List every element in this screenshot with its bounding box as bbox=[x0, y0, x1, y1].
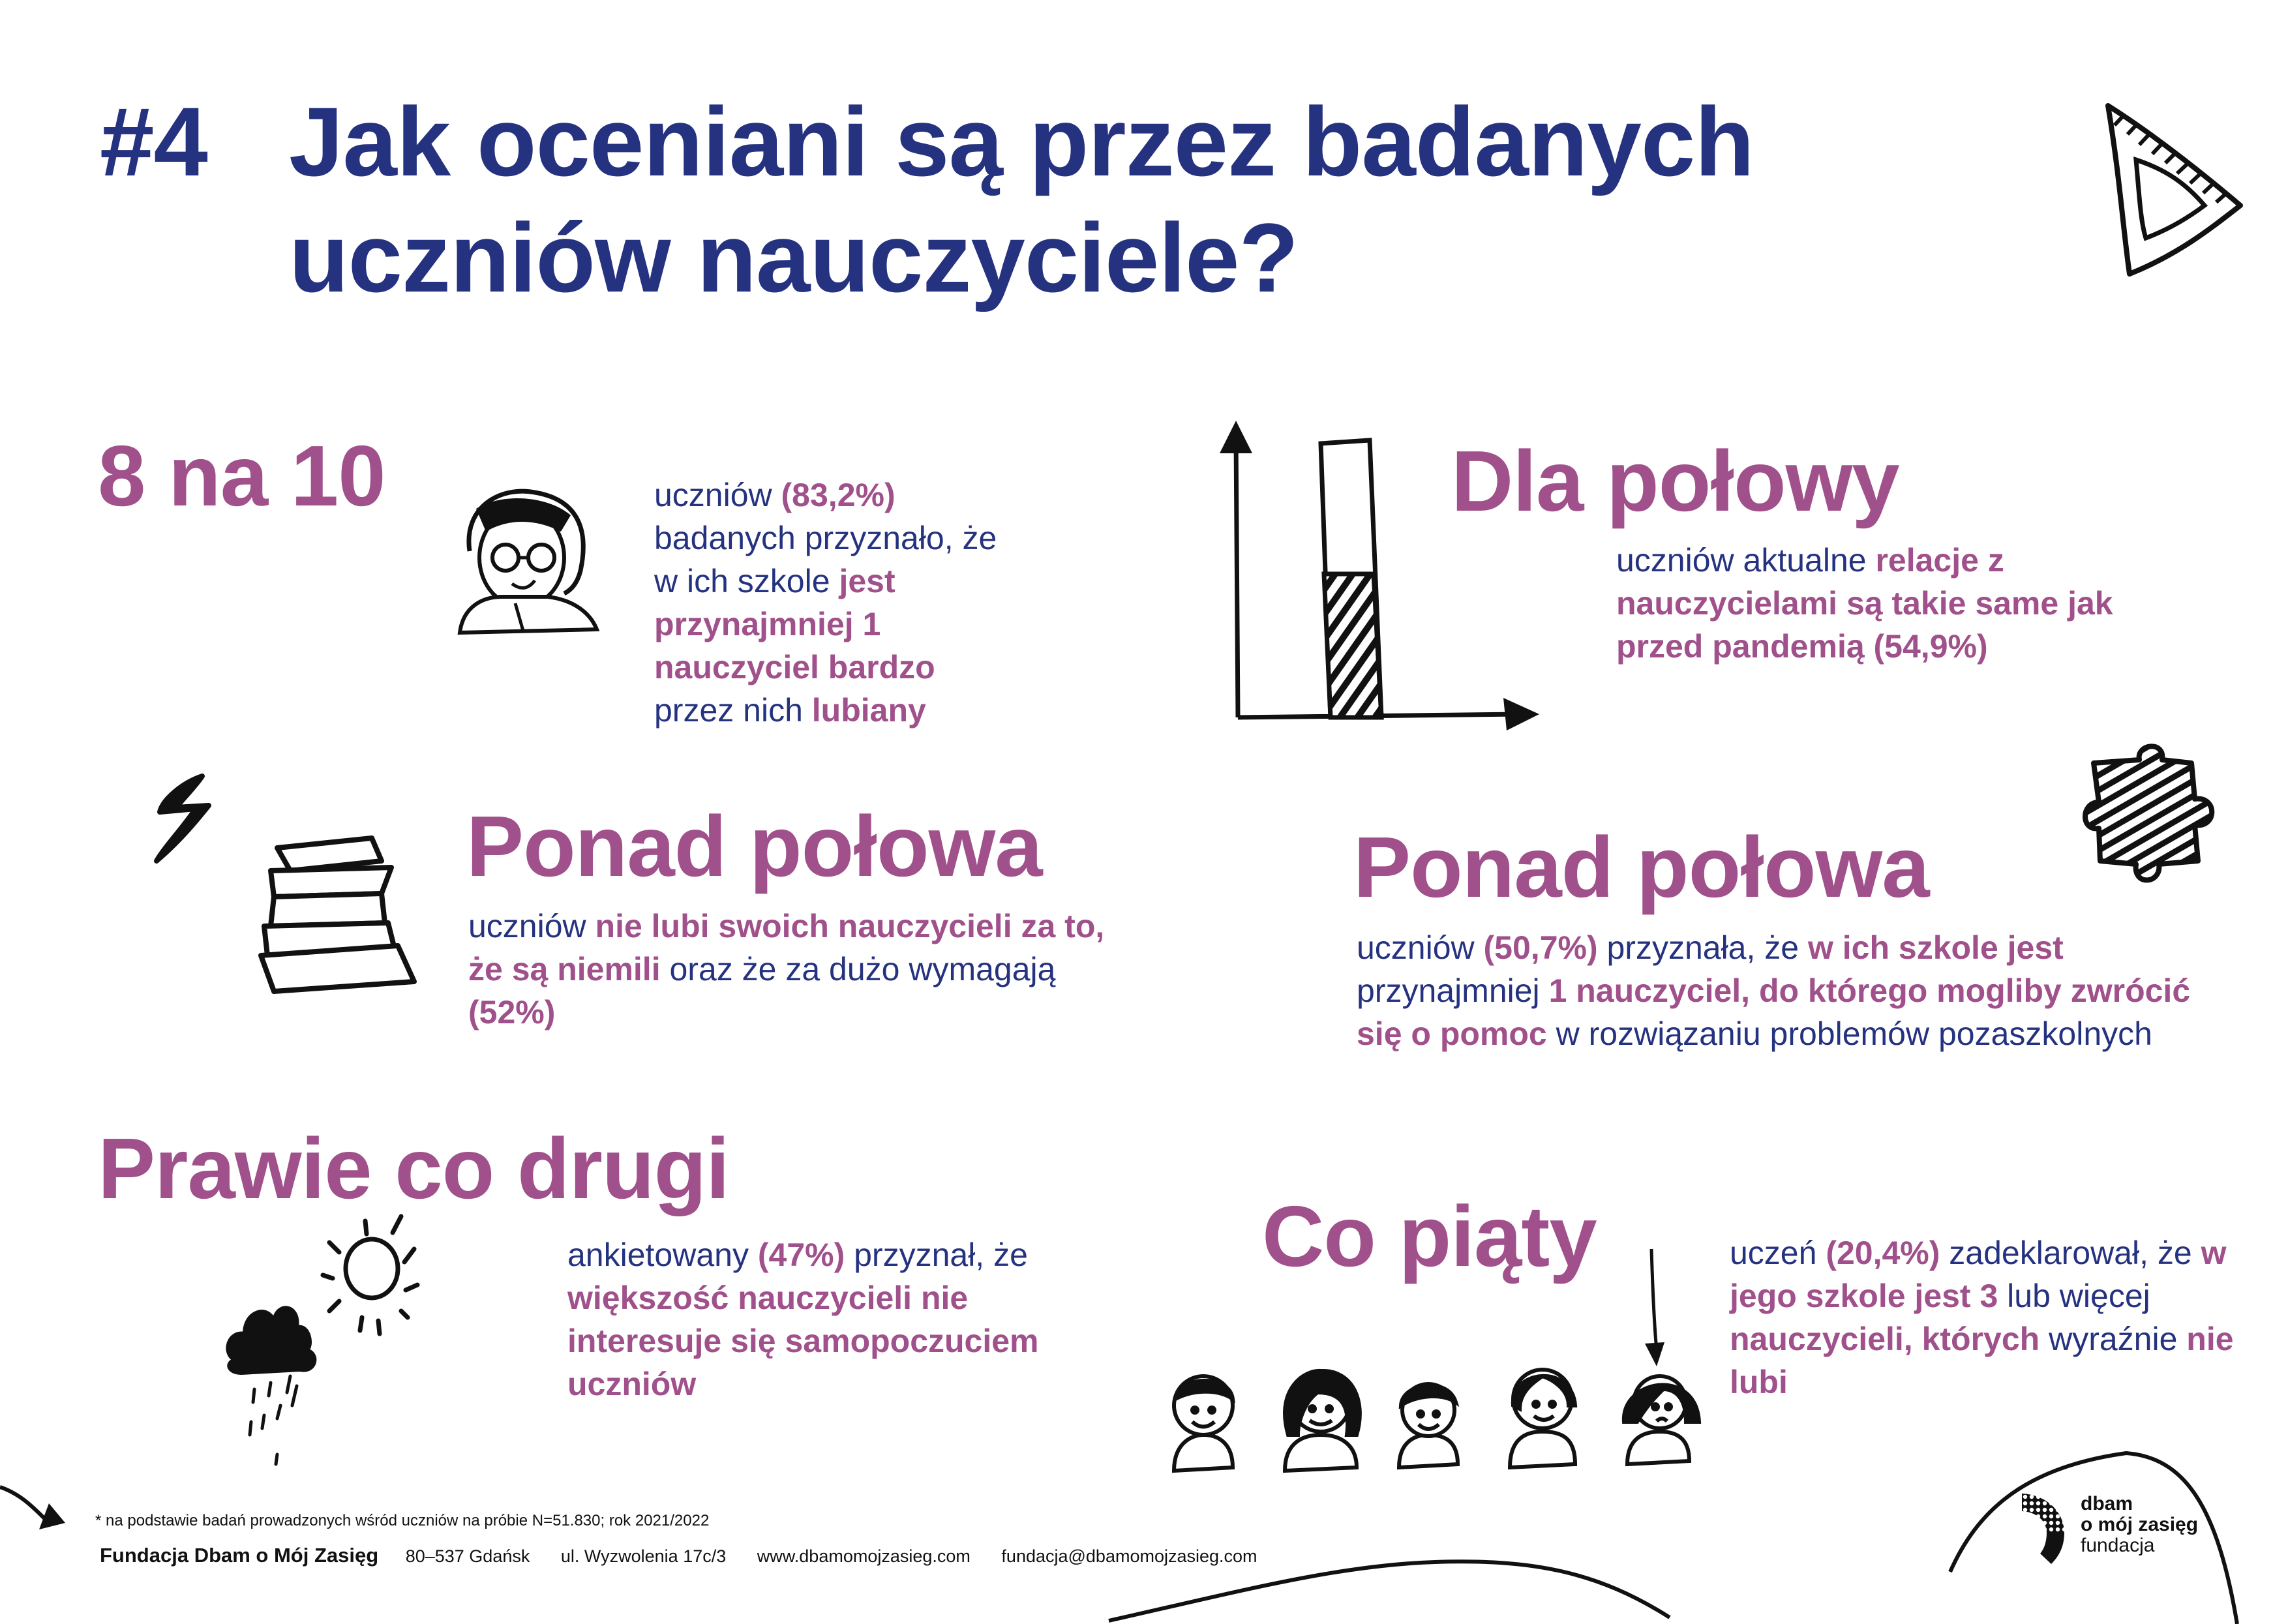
puzzle-piece-icon bbox=[2081, 737, 2224, 894]
fact-2-headline: Dla połowy bbox=[1451, 433, 1899, 529]
fact-2-description: uczniów aktualne relacje z nauczycielami są takie same jak przed pandemią (54,9%) bbox=[1616, 542, 2113, 665]
logo-line-2: o mój zasięg bbox=[2081, 1514, 2199, 1535]
teacher-with-glasses-icon bbox=[450, 479, 607, 636]
title-line-2: uczniów nauczyciele? bbox=[289, 203, 1299, 312]
cloud-and-sun-icon bbox=[215, 1213, 502, 1474]
arrow-down-icon bbox=[1637, 1246, 1676, 1370]
fact-3-headline: Ponad połowa bbox=[466, 798, 1042, 894]
title-line-1: Jak oceniani są przez badanych bbox=[289, 87, 1754, 196]
footer-postal: 80–537 Gdańsk bbox=[405, 1546, 530, 1566]
footer-street: ul. Wyzwolenia 17c/3 bbox=[560, 1546, 727, 1566]
logo bbox=[2022, 1494, 2231, 1572]
fact-1-headline: 8 na 10 bbox=[98, 428, 385, 524]
fact-1-description: uczniów (83,2%) badanych przyznało, że w ich szkole jest przynajmniej 1 nauczyciel bardzo przez nich lubiany bbox=[654, 477, 997, 729]
fact-6-headline: Co piąty bbox=[1262, 1188, 1597, 1284]
five-students-icon bbox=[1167, 1370, 1728, 1474]
page-title bbox=[100, 83, 1991, 318]
fact-5-description: ankietowany (47%) przyznał, że większość nauczycieli nie interesuje się samopoczuciem uczniów bbox=[567, 1237, 1039, 1402]
lightning-icon bbox=[147, 770, 218, 867]
footer-org: Fundacja Dbam o Mój Zasięg bbox=[100, 1544, 379, 1567]
fact-4-headline: Ponad połowa bbox=[1353, 819, 1929, 915]
footnote: * na podstawie badań prowadzonych wśród uczniów na próbie N=51.830; rok 2021/2022 bbox=[95, 1512, 710, 1529]
fact-4-description: uczniów (50,7%) przyznała, że w ich szkole jest przynajmniej 1 nauczyciel, do którego mogliby zwrócić się o pomoc w rozwiązaniu problemów pozaszkolnych bbox=[1357, 929, 2191, 1052]
logo-line-1: dbam bbox=[2081, 1493, 2133, 1514]
logo-mark-icon bbox=[2022, 1494, 2068, 1565]
set-square-icon bbox=[2100, 98, 2257, 280]
footer bbox=[100, 1544, 1284, 1567]
hill-curve-decoration bbox=[1109, 1546, 1826, 1624]
page-number: #4 bbox=[100, 87, 207, 196]
arrow-doodle-icon bbox=[0, 1481, 78, 1539]
stack-of-books-icon bbox=[251, 835, 427, 1004]
footer-email-link[interactable]: fundacja@dbamomojzasieg.com bbox=[1001, 1546, 1257, 1566]
fact-5-headline: Prawie co drugi bbox=[98, 1120, 729, 1216]
logo-line-3: fundacja bbox=[2081, 1535, 2155, 1556]
fact-3-description: uczniów nie lubi swoich nauczycieli za to, że są niemili oraz że za dużo wymagają (52%) bbox=[468, 908, 1105, 1030]
fact-6-description: uczeń (20,4%) zadeklarował, że w jego szkole jest 3 lub więcej nauczycieli, których wyraźnie nie lubi bbox=[1730, 1235, 2234, 1400]
footer-website-link[interactable]: www.dbamomojzasieg.com bbox=[757, 1546, 971, 1566]
